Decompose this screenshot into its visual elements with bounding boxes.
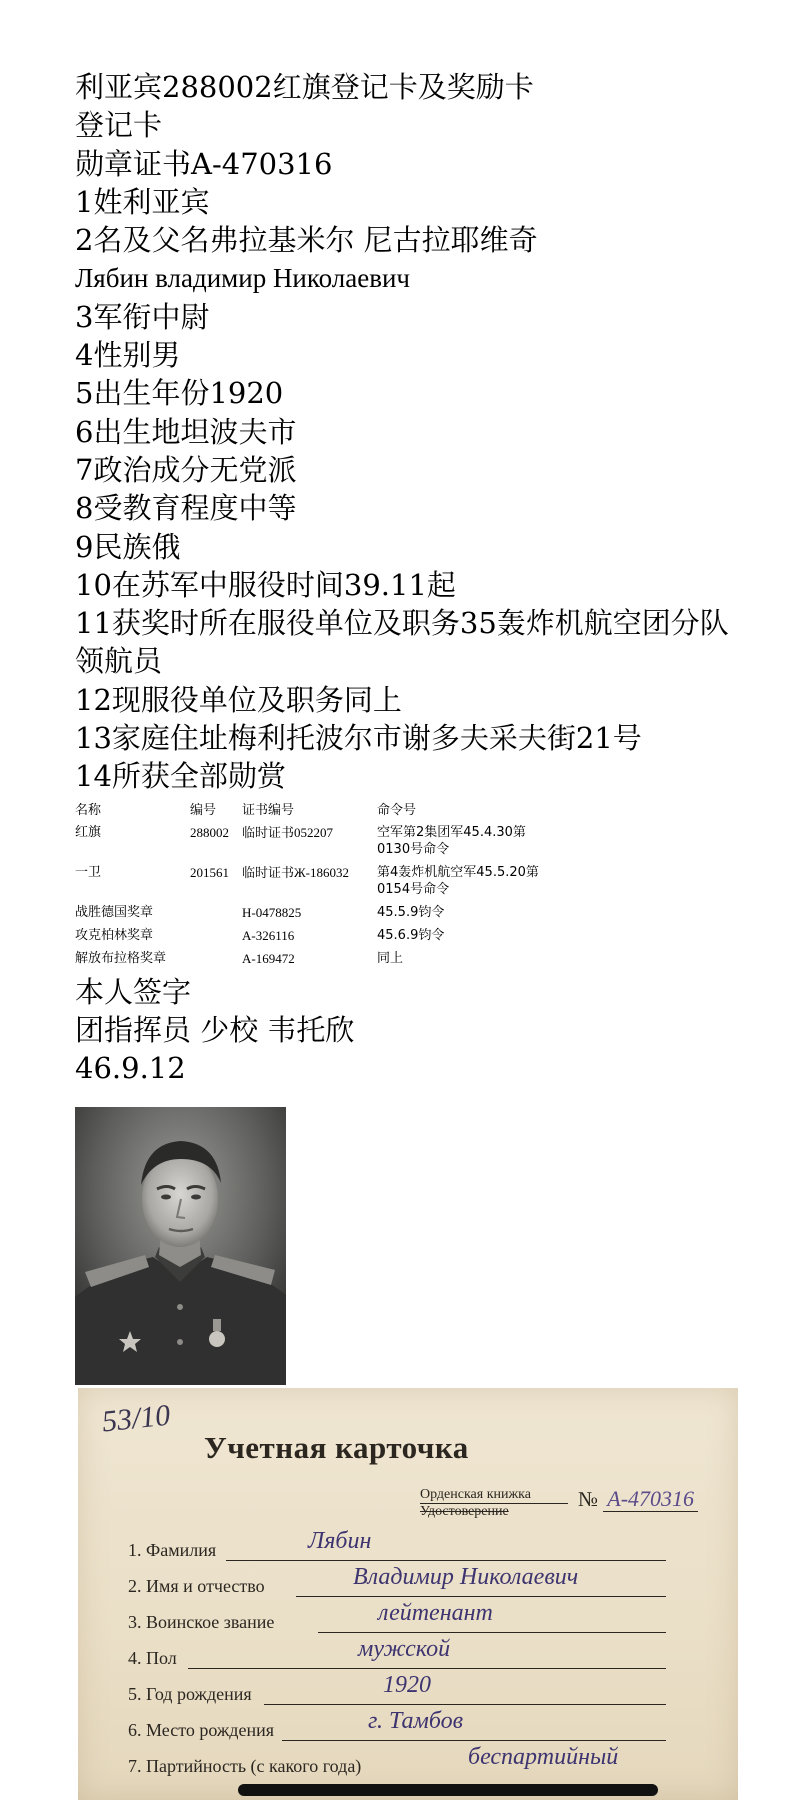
card-field-birthplace (128, 1708, 464, 1741)
portrait-photo (75, 1107, 286, 1385)
award-certificate: А-169472 (242, 950, 295, 966)
award-name: 一卫 (75, 864, 102, 880)
card-field-label: 7. Партийность (с какого года) (128, 1756, 362, 1776)
birthplace-line: 6出生地坦波夫市 (75, 414, 297, 449)
date-line: 46.9.12 (75, 1051, 186, 1086)
header-order: 命令号 (377, 802, 417, 818)
service-since-line: 10在苏军中服役时间39.11起 (75, 567, 456, 602)
birth-year-line: 5出生年份1920 (75, 376, 284, 411)
card-book-number-label: № (578, 1487, 599, 1511)
header-name: 名称 (75, 802, 102, 818)
doc-title: 利亚宾288002红旗登记卡及奖励卡 (75, 70, 534, 104)
award-order: 空军第2集团军45.4.30第0130号命令 (377, 824, 526, 857)
award-number (190, 904, 242, 921)
card-field-value: мужской (358, 1636, 451, 1662)
award-number (190, 950, 242, 967)
address-line: 13家庭住址梅利托波尔市谢多夫采夫街21号 (75, 721, 642, 756)
table-row (75, 950, 755, 967)
card-field-name-patronymic (128, 1564, 579, 1597)
name-patronymic-line: 2名及父名弗拉基米尔 尼古拉耶维奇 (75, 223, 538, 258)
card-field-label: 2. Имя и отчество (128, 1576, 265, 1596)
award-order: 同上 (377, 950, 404, 966)
card-field-birth-year (128, 1672, 431, 1705)
award-certificate: 临时证书052207 (242, 824, 334, 840)
awards-table (75, 802, 755, 967)
card-field-gender (128, 1636, 451, 1669)
card-book-label-certificate: Удостоверение (420, 1504, 509, 1519)
award-number: 201561 (190, 864, 229, 880)
award-certificate: Н-0478825 (242, 904, 302, 920)
party-line: 7政治成分无党派 (75, 452, 297, 487)
card-title: Учетная карточка (204, 1430, 469, 1465)
award-number: 288002 (190, 824, 229, 840)
card-book-number (578, 1486, 698, 1512)
card-field-label: 4. Пол (128, 1648, 177, 1668)
award-order: 第4轰炸机航空军45.5.20第0154号命令 (377, 864, 539, 897)
education-line: 8受教育程度中等 (75, 491, 297, 526)
card-field-value: беспартийный (468, 1744, 619, 1770)
current-unit-line: 12现服役单位及职务同上 (75, 682, 402, 717)
rank-line: 3军衔中尉 (75, 299, 210, 334)
table-row (75, 864, 755, 898)
ethnicity-line: 9民族俄 (75, 529, 181, 564)
award-certificate: 临时证书Ж-186032 (242, 864, 349, 880)
header-certificate: 证书编号 (242, 802, 295, 818)
card-field-label: 6. Место рождения (128, 1720, 275, 1740)
card-field-value: 1920 (383, 1672, 431, 1698)
card-field-value: Лябин (308, 1528, 372, 1554)
archival-registration-card (78, 1388, 738, 1800)
card-field-label: 1. Фамилия (128, 1540, 217, 1560)
gender-line: 4性别男 (75, 338, 181, 373)
card-field-value: лейтенант (378, 1600, 493, 1626)
portrait-drawing (75, 1107, 286, 1385)
award-name: 攻克柏林奖章 (75, 927, 154, 943)
table-row (75, 927, 755, 944)
card-field-rank (128, 1600, 493, 1633)
card-field-surname (128, 1528, 372, 1561)
card-field-value: г. Тамбов (368, 1708, 464, 1734)
header-number: 编号 (190, 802, 217, 818)
award-name: 解放布拉格奖章 (75, 950, 167, 966)
translation-document (75, 68, 755, 1088)
awards-table-header (75, 802, 755, 819)
table-row (75, 824, 755, 858)
table-row (75, 904, 755, 921)
awards-heading: 14所获全部勋赏 (75, 759, 286, 794)
card-field-label: 3. Воинское звание (128, 1612, 275, 1632)
signature-line: 本人签字 (75, 974, 192, 1009)
award-certificate: А-326116 (242, 927, 295, 943)
surname-line: 1姓利亚宾 (75, 184, 210, 219)
award-order: 45.5.9钧令 (377, 904, 445, 920)
award-order: 45.6.9钧令 (377, 927, 445, 943)
award-name: 战胜德国奖章 (75, 904, 154, 920)
award-name: 红旗 (75, 824, 102, 840)
card-corner-number: 53/10 (100, 1398, 172, 1439)
unit-at-award-line: 11获奖时所在服役单位及职务35轰炸机航空团分队领航员 (75, 606, 729, 679)
medal-book-number: 勋章证书A-470316 (75, 146, 333, 181)
commander-line: 团指挥员 少校 韦托欣 (75, 1012, 355, 1047)
card-field-label: 5. Год рождения (128, 1684, 252, 1704)
card-type: 登记卡 (75, 108, 163, 143)
card-field-party (128, 1744, 619, 1777)
home-indicator-bar (238, 1784, 658, 1796)
award-number (190, 927, 242, 944)
card-field-value: Владимир Николаевич (353, 1564, 579, 1590)
card-book-number-value: А-470316 (603, 1486, 698, 1512)
russian-name-line: Лябин владимир Николаевич (75, 263, 410, 294)
card-book-label-order: Орденская книжка (420, 1487, 531, 1502)
